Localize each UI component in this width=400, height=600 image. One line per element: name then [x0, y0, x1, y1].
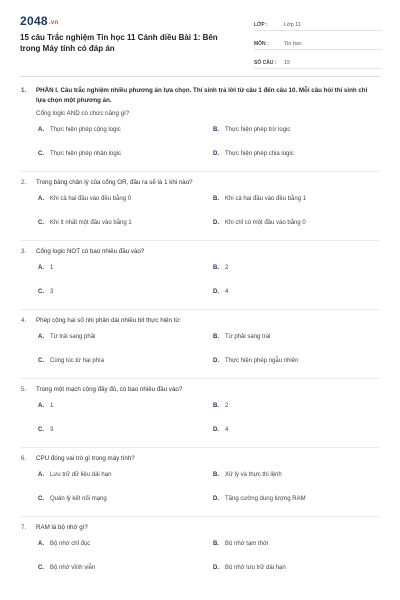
- question-stem: [0, 86, 400, 106]
- option-d[interactable]: [213, 425, 228, 435]
- option-a[interactable]: [38, 470, 111, 480]
- option-letter: D.: [213, 496, 219, 502]
- question-text: RAM là bộ nhớ gì?: [36, 524, 88, 531]
- option-text: Thực hiện phép ngẫu nhiên: [225, 358, 299, 364]
- option-c[interactable]: [38, 563, 95, 573]
- option-letter: B.: [213, 472, 219, 478]
- option-c[interactable]: [38, 287, 53, 297]
- question-text: Trong bảng chân lý của cổng OR, đầu ra sẽ là 1 khi nào?: [36, 179, 193, 186]
- option-b[interactable]: [213, 194, 306, 204]
- option-b[interactable]: [213, 263, 228, 273]
- option-text: Thực hiện phép nhân logic: [50, 151, 122, 157]
- option-letter: D.: [213, 289, 219, 295]
- option-letter: B.: [213, 127, 219, 133]
- option-text: Từ trái sang phải: [50, 334, 96, 340]
- question-number: 3.: [21, 248, 27, 255]
- meta-value: 15: [284, 60, 291, 66]
- meta-value: Lớp 11: [284, 22, 301, 28]
- question-stem: [0, 523, 400, 533]
- option-text: 3: [50, 427, 54, 433]
- meta-panel: [254, 16, 382, 73]
- logo-suffix: .vn: [48, 20, 59, 26]
- question-stem: [0, 316, 400, 326]
- question-3: [0, 241, 400, 309]
- option-group: [0, 539, 400, 585]
- option-b[interactable]: [213, 539, 268, 549]
- option-d[interactable]: [213, 563, 286, 573]
- question-2: [0, 172, 400, 240]
- option-letter: C.: [38, 151, 44, 157]
- question-text: Phép cộng hai số nhị phân dài nhiều bit thực hiện từ:: [36, 317, 182, 324]
- option-letter: C.: [38, 427, 44, 433]
- document-title: 15 câu Trắc nghiệm Tin học 11 Cánh diều Bài 1: Bên trong Máy tính có đáp án: [20, 33, 218, 53]
- option-text: 2: [225, 265, 229, 271]
- option-letter: B.: [213, 541, 219, 547]
- option-letter: D.: [213, 151, 219, 157]
- option-text: 1: [50, 265, 54, 271]
- option-letter: A.: [38, 265, 44, 271]
- option-group: [0, 194, 400, 240]
- option-text: Từ phải sang trái: [225, 334, 271, 340]
- option-text: Lưu trữ dữ liệu dài hạn: [50, 472, 112, 478]
- question-number: 1.: [21, 87, 27, 94]
- question-5: [0, 379, 400, 447]
- option-letter: A.: [38, 334, 44, 340]
- option-text: 4: [225, 289, 229, 295]
- option-c[interactable]: [38, 494, 107, 504]
- site-logo[interactable]: [20, 14, 58, 28]
- question-list: [0, 80, 400, 585]
- question-text: Cổng logic NOT có bao nhiêu đầu vào?: [36, 248, 145, 255]
- option-text: Thực hiện phép chia logic: [225, 151, 294, 157]
- document-header: [0, 0, 400, 70]
- option-letter: C.: [38, 565, 44, 571]
- option-group: [0, 401, 400, 447]
- option-a[interactable]: [38, 125, 121, 135]
- question-1: [0, 80, 400, 171]
- option-text: Quản lý kết nối mạng: [50, 496, 107, 502]
- question-stem: [0, 247, 400, 257]
- question-number: 6.: [21, 455, 27, 462]
- option-letter: C.: [38, 358, 44, 364]
- option-text: Khi chỉ có một đầu vào bằng 0: [225, 220, 306, 226]
- option-b[interactable]: [213, 332, 270, 342]
- option-c[interactable]: [38, 218, 132, 228]
- option-letter: B.: [213, 196, 219, 202]
- question-stem: [0, 178, 400, 188]
- option-text: Tăng cường dung lượng RAM: [225, 496, 306, 502]
- header-divider: [20, 76, 380, 77]
- option-d[interactable]: [213, 149, 294, 159]
- option-a[interactable]: [38, 401, 53, 411]
- option-letter: A.: [38, 196, 44, 202]
- question-4: [0, 310, 400, 378]
- option-text: 2: [225, 403, 229, 409]
- question-number: 2.: [21, 179, 27, 186]
- meta-row-subject: [254, 35, 382, 50]
- option-c[interactable]: [38, 356, 104, 366]
- option-d[interactable]: [213, 218, 306, 228]
- question-number: 7.: [21, 524, 27, 531]
- option-a[interactable]: [38, 194, 131, 204]
- option-group: [0, 332, 400, 378]
- option-letter: B.: [213, 403, 219, 409]
- meta-label: MÔN :: [254, 41, 269, 47]
- question-text: PHẦN I. Câu trắc nghiệm nhiều phương án lựa chọn. Thí sinh trả lời từ câu 1 đến câu 10. Mỗi câu hỏi thí sinh chỉ lựa chọn một phương án.: [36, 87, 368, 104]
- question-text: CPU đóng vai trò gì trong máy tính?: [36, 455, 135, 462]
- question-stem: [0, 385, 400, 395]
- option-a[interactable]: [38, 332, 95, 342]
- option-letter: D.: [213, 358, 219, 364]
- option-group: [0, 263, 400, 309]
- question-6: [0, 448, 400, 516]
- option-text: Thực hiện phép trừ logic: [225, 127, 291, 133]
- option-c[interactable]: [38, 149, 121, 159]
- option-letter: A.: [38, 472, 44, 478]
- option-text: Bộ nhớ lưu trữ dài hạn: [225, 565, 286, 571]
- option-letter: A.: [38, 541, 44, 547]
- option-d[interactable]: [213, 494, 306, 504]
- option-b[interactable]: [213, 470, 282, 480]
- option-d[interactable]: [213, 287, 228, 297]
- option-text: Bộ nhớ tạm thời: [225, 541, 269, 547]
- option-b[interactable]: [213, 125, 290, 135]
- option-letter: C.: [38, 289, 44, 295]
- option-text: Thực hiện phép cộng logic: [50, 127, 121, 133]
- option-c[interactable]: [38, 425, 53, 435]
- option-d[interactable]: [213, 356, 298, 366]
- option-text: Khi cả hai đầu vào đều bằng 1: [225, 196, 307, 202]
- option-a[interactable]: [38, 263, 53, 273]
- option-letter: B.: [213, 265, 219, 271]
- meta-label: SỐ CÂU :: [254, 60, 277, 66]
- option-letter: C.: [38, 496, 44, 502]
- option-letter: D.: [213, 427, 219, 433]
- option-letter: D.: [213, 220, 219, 226]
- meta-row-count: [254, 54, 382, 69]
- option-letter: A.: [38, 127, 44, 133]
- option-text: Xử lý và thực thi lệnh: [225, 472, 282, 478]
- option-group: [0, 125, 400, 171]
- option-text: 1: [50, 403, 54, 409]
- question-text: Trong một mạch cộng đầy đủ, có bao nhiêu đầu vào?: [36, 386, 183, 393]
- option-letter: A.: [38, 403, 44, 409]
- option-letter: C.: [38, 220, 44, 226]
- option-a[interactable]: [38, 539, 90, 549]
- question-subtext: Cổng logic AND có chức năng gì?: [36, 110, 130, 117]
- question-stem: [0, 454, 400, 464]
- option-b[interactable]: [213, 401, 228, 411]
- option-text: Cùng lúc từ hai phía: [50, 358, 105, 364]
- question-7: [0, 517, 400, 585]
- meta-value: Tin học: [284, 41, 302, 47]
- option-text: 4: [225, 427, 229, 433]
- option-letter: D.: [213, 565, 219, 571]
- meta-row-class: [254, 16, 382, 31]
- option-text: Khi ít nhất một đầu vào bằng 1: [50, 220, 132, 226]
- option-text: Bộ nhớ vĩnh viễn: [50, 565, 96, 571]
- option-letter: B.: [213, 334, 219, 340]
- option-text: Khi cả hai đầu vào đều bằng 0: [50, 196, 132, 202]
- option-group: [0, 470, 400, 516]
- logo-text: 2048: [20, 14, 48, 28]
- option-text: Bộ nhớ chỉ đọc: [50, 541, 91, 547]
- question-number: 4.: [21, 317, 27, 324]
- meta-label: LỚP :: [254, 22, 268, 28]
- question-number: 5.: [21, 386, 27, 393]
- option-text: 3: [50, 289, 54, 295]
